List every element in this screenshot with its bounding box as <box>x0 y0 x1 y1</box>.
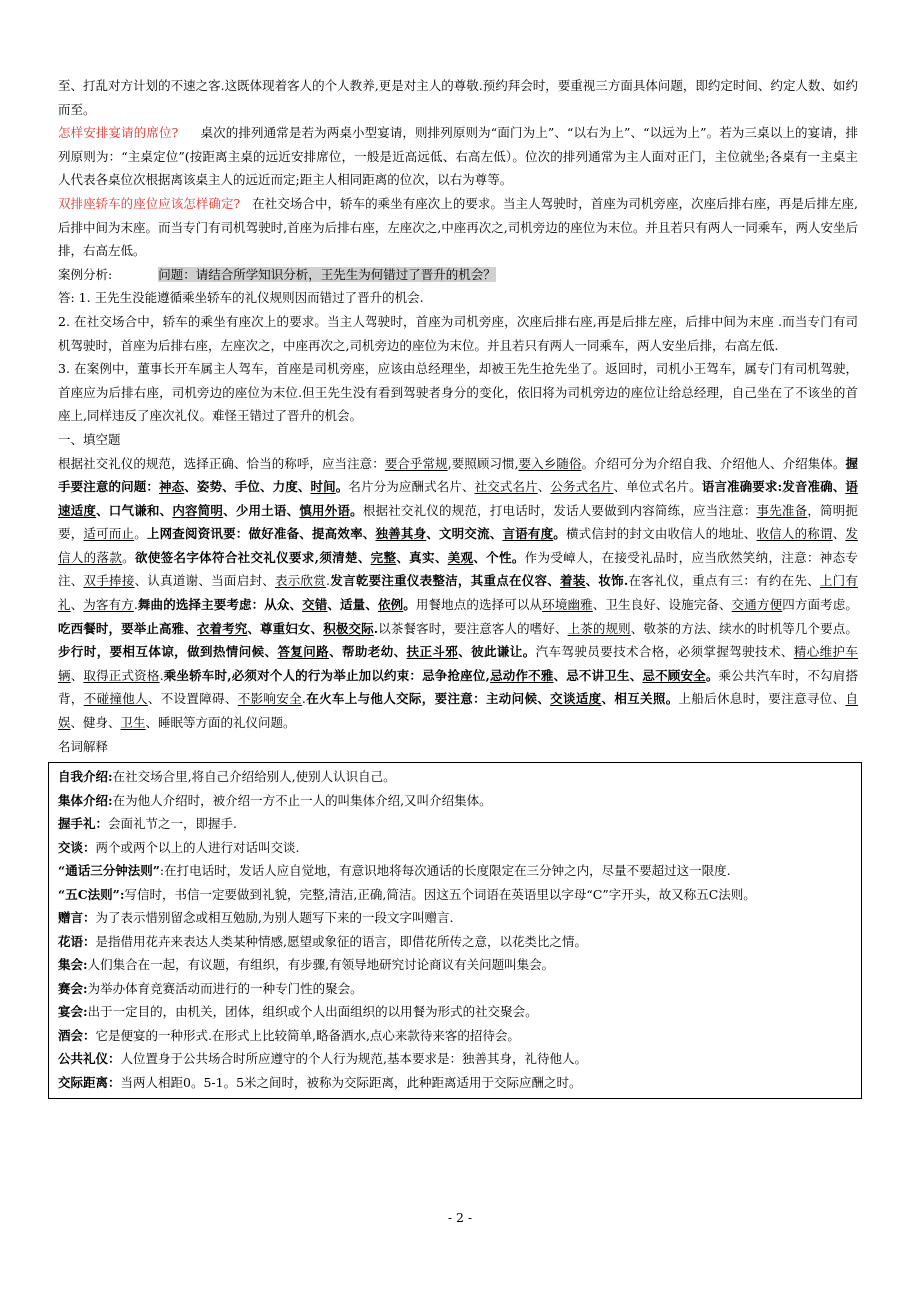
term-name: 握手礼： <box>58 816 109 832</box>
term-definition <box>58 977 852 1001</box>
case-question: 问题：请结合所学知识分析，王先生为何错过了晋升的机会？ <box>158 266 496 282</box>
fill-run: 、少用土语、 <box>223 502 300 518</box>
seating-answer: 桌次的排列通常是若为两桌小型宴请，则排列原则为“面门为上”、“以右为上”、“以远为上”。若为三桌以上的宴请，排列原则为：“主桌定位”(按距离主桌的远近安排席位，一般是近高远低、右高左低）。位次的排列通常为主人面对正门，主位就坐;各桌有一主桌主人代表各桌位次根据离该桌主人的远近而定;距主人相同距离的位次，以右为尊等。 <box>58 125 858 188</box>
term-name: 自我介绍: <box>58 769 113 785</box>
fill-run: . <box>326 573 331 589</box>
fill-run: 社交式名片 <box>474 479 538 495</box>
fill-run: 、 <box>70 667 84 683</box>
fill-run: 上茶的规则 <box>567 620 631 636</box>
seating-paragraph <box>58 121 858 192</box>
term-text: 在社交场合里,将自己介绍给别人,使别人认识自己。 <box>112 769 396 785</box>
car-answer: 在社交场合中，轿车的乘坐有座次上的要求。当主人驾驶时，首座为司机旁座，次座后排右座，再是后排左座,后排中间为末座。而当专门有司机驾驶时,首座为后排右座，左座次之,中座再次之,司机旁边的座位为末位。并且若只有两人一同乘车，两人安坐后排，右高左低。 <box>58 195 858 259</box>
fill-run: 步行时，要相互体谅，做到热情问候、 <box>58 644 278 660</box>
fill-run: . <box>301 691 306 707</box>
fill-run: 交错 <box>302 597 328 613</box>
term-name: 交际距离： <box>58 1074 121 1090</box>
fill-run: 。 <box>705 667 719 683</box>
term-name: “通话三分钟法则” <box>58 863 160 879</box>
term-text: 它是便宴的一种形式.在形式上比较简单,略备酒水,点心来款待来客的招待会。 <box>95 1027 520 1043</box>
fill-run: 忌不顾安全 <box>642 667 706 683</box>
fill-paragraph <box>58 452 858 735</box>
fill-run: 以茶餐客时，要注意客人的嗜好、 <box>378 620 568 636</box>
term-name: 酒会： <box>58 1027 96 1043</box>
case-label: 案例分析: <box>58 266 113 282</box>
fill-run: 、姿势、手位、力度、 <box>184 479 311 495</box>
fill-run: 独善其身 <box>375 526 427 542</box>
intro-paragraph: 至、打乱对方计划的不速之客.这既体现着客人的个人教养,更是对主人的尊敬.预约拜会时，要重视三方面具体问题，即约定时间、约定人数、如约而至。 <box>58 78 858 117</box>
fill-run: 。介绍可分为介绍自我、介绍他人、介绍集体。 <box>581 455 846 471</box>
term-definition <box>58 859 852 883</box>
fill-run: 、单位式名片。 <box>613 479 702 495</box>
fill-run: 用餐地点的选择可以从 <box>415 597 543 613</box>
fill-run: 公务式名片 <box>550 479 614 495</box>
fill-run: . <box>133 597 138 613</box>
fill-run: 积极交际 <box>323 620 374 636</box>
fill-run: 、 <box>70 597 84 613</box>
term-text: 是指借用花卉来表达人类某种情感,愿望或象征的语言，即借花所传之意，以花类比之情。 <box>95 933 587 949</box>
fill-run: 扶正斗邪 <box>406 644 459 660</box>
fill-run: 、敬茶的方法、续水的时机等几个要点。 <box>630 620 858 636</box>
fill-run: 忌动作不雅 <box>489 667 554 683</box>
term-definition <box>58 1071 852 1095</box>
fill-run: ，简明扼要， <box>58 502 858 542</box>
term-text: 出于一定目的，由机关，团体，组织或个人出面组织的以用餐为形式的社交聚会。 <box>87 1004 538 1020</box>
fill-run: 在客礼仪，重点有三：有约在先、 <box>628 573 820 589</box>
fill-run: 着装 <box>560 573 586 589</box>
fill-run: 握手要注意的问题： <box>58 455 858 495</box>
fill-run: 收信人的称谓 <box>756 526 833 542</box>
fill-run: 语言准确要求:发音准确、 <box>701 479 846 495</box>
fill-run: 语速适度 <box>58 479 858 518</box>
fill-run: 表示欣赏 <box>274 573 327 589</box>
term-name: 花语： <box>58 933 96 949</box>
term-definition <box>58 883 852 907</box>
fill-run: 在火车上与他人交际，要注意：主动问候、 <box>305 691 551 707</box>
fill-run: 、尊重妇女、 <box>247 620 324 636</box>
fill-run: 发信人的落款 <box>58 526 858 565</box>
fill-run: 、健身、 <box>70 715 121 731</box>
case-answer-3: 3. 在案例中，董事长开车属主人驾车，首座是司机旁座，应该由总经理坐，却被王先生抢先坐了。返回时，司机小王驾车，属专门有司机驾驶，首座应为后排右座，司机旁边的座位为末位.但王先生没有看到驾驶者身分的变化，依旧将为司机旁边的座位让给总经理，自己坐在了不该坐的首座上,同样违反了座次礼仪。难怪王错过了晋升的机会。 <box>58 361 858 424</box>
fill-run: 、 <box>537 479 551 495</box>
term-name: 公共礼仪： <box>58 1051 121 1067</box>
term-definition <box>58 1047 852 1071</box>
term-text: 人位置身于公共场合时所应遵守的个人行为规范,基本要求是：独善其身，礼待他人。 <box>120 1051 587 1067</box>
fill-run: 、真实、 <box>396 549 448 565</box>
fill-run: 、 <box>832 526 846 542</box>
terms-heading: 名词解释 <box>58 738 109 754</box>
fill-run: 卫生 <box>120 715 146 731</box>
fill-run: 。 <box>335 479 349 495</box>
fill-run: 根据社交礼仪的规范，选择正确、恰当的称呼，应当注意： <box>58 455 385 471</box>
fill-run: 名片分为应酬式名片、 <box>348 479 475 495</box>
fill-run: 乘公共汽车时，不勾肩搭背， <box>58 667 858 707</box>
fill-run: 衣着考究 <box>196 620 248 636</box>
fill-run: 四方面考虑。 <box>782 597 858 613</box>
page-number: - 2 - <box>447 1210 473 1225</box>
term-text: 当两人相距0。5-1。5米之间时，被称为交际距离，此种距离适用于交际应酬之时。 <box>120 1074 582 1090</box>
fill-run: . <box>373 620 379 636</box>
fill-run: 适可而止 <box>83 526 135 542</box>
case-header <box>58 263 858 287</box>
fill-run: 。 <box>350 502 363 518</box>
term-name: “五C法则”: <box>58 886 125 902</box>
terms-box <box>48 762 862 1099</box>
case-answer-1: 答: 1. 王先生没能遵循乘坐轿车的礼仪规则因而错过了晋升的机会. <box>58 290 424 306</box>
fill-run: 欲使签名字体符合社交礼仪要求,须清楚、 <box>135 549 371 565</box>
fill-run: 舞曲的选择主要考虑：从众、 <box>137 597 303 613</box>
car-paragraph <box>58 192 858 263</box>
document-page <box>58 74 858 1099</box>
fill-run: 。 <box>122 549 135 565</box>
term-definition <box>58 1024 852 1048</box>
fill-run: 、忌不讲卫生、 <box>553 667 643 683</box>
fill-run: 、文明交流、 <box>426 526 503 542</box>
term-text: 两个或两个以上的人进行对话叫交谈. <box>95 839 300 855</box>
fill-run: 交通方便 <box>731 597 783 613</box>
term-name: 宴会: <box>58 1004 88 1020</box>
fill-run: 、睡眠等方面的礼仪问题。 <box>145 715 296 731</box>
fill-run: 要合乎常规 <box>384 455 448 471</box>
fill-run: 、口气谦和、 <box>96 502 173 518</box>
seating-question: 怎样安排宴请的席位? <box>58 125 179 141</box>
fill-run: 。 <box>403 597 416 613</box>
fill-run: 取得正式资格 <box>83 667 160 683</box>
fill-run: 、认真道谢、当面启封、 <box>134 573 275 589</box>
fill-run: 环境幽雅 <box>542 597 593 613</box>
fill-heading: 一、填空题 <box>58 431 121 447</box>
term-definition <box>58 906 852 930</box>
fill-run: 不影响安全 <box>237 691 302 707</box>
fill-run: 。 <box>553 526 566 542</box>
term-text: 人们集合在一起，有议题，有组织，有步骤,有领导地研究讨论商议有关问题叫集会。 <box>87 957 555 973</box>
fill-run: 内容简明 <box>172 502 224 518</box>
term-text: :在打电话时，发话人应自觉地，有意识地将每次通话的长度限定在三分钟之内，尽量不要超过这一限度. <box>159 863 731 879</box>
term-text: 在为他人介绍时，被介绍一方不止一人的叫集体介绍,又叫介绍集体。 <box>112 792 492 808</box>
fill-run: 答复问路 <box>277 644 330 660</box>
fill-run: 、适量、 <box>327 597 378 613</box>
fill-run: 横式信封的封文由收信人的地址、 <box>565 526 757 542</box>
fill-run: 、帮助老幼、 <box>329 644 407 660</box>
term-name: 赠言： <box>58 910 96 926</box>
term-name: 赛会: <box>58 980 88 996</box>
case-answer-2: 2. 在社交场合中，轿车的乘坐有座次上的要求。当主人驾驶时，首座为司机旁座，次座后排右座,再是后排左座，后排中间为末座 .而当专门有司机驾驶时，首座为后排右座，左座次之，中座再次之,司机旁边的座位为末位。并且若只有两人一同乘车，两人安坐后排，右高左低. <box>58 313 858 353</box>
term-definition <box>58 953 852 977</box>
fill-run: 时间 <box>310 479 336 495</box>
fill-run: 、卫生良好、设施完备、 <box>592 597 732 613</box>
fill-run: 、妆饰. <box>585 573 629 589</box>
car-question: 双排座轿车的座位应该怎样确定? <box>58 195 241 211</box>
fill-run: 、彼此谦让。 <box>458 644 536 660</box>
fill-run: 双手捧接 <box>83 573 135 589</box>
fill-run: 、不设置障碍、 <box>147 691 238 707</box>
fill-run: 上船后休息时，要注意寻位、 <box>678 691 846 707</box>
fill-run: 乘坐轿车时,必须对个人的行为举止加以约束：忌争抢座位, <box>163 667 490 683</box>
fill-run: 不碰撞他人 <box>83 691 148 707</box>
fill-run: 、个性。 <box>473 549 525 565</box>
fill-run: 汽车驾驶员要技术合格，必须掌握驾驶技术、 <box>535 644 794 660</box>
fill-run: 自娱 <box>58 691 858 731</box>
term-text: 为了表示惜别留念或相互勉励,为别人题写下来的一段文字叫赠言. <box>95 910 454 926</box>
term-text: 为举办体育竞赛活动而进行的一种专门性的聚会。 <box>87 980 363 996</box>
term-name: 集体介绍: <box>58 792 113 808</box>
fill-run: 事先准备 <box>756 502 808 518</box>
fill-run: 美观 <box>447 549 474 565</box>
fill-run: 交谈适度 <box>550 691 602 707</box>
fill-run: 言语有度 <box>502 526 554 542</box>
fill-run: 精心维护车辆 <box>58 644 858 683</box>
fill-run: . <box>159 667 164 683</box>
fill-run: 上门有礼 <box>58 573 858 613</box>
term-name: 交谈： <box>58 839 96 855</box>
fill-run: 依例 <box>377 597 404 613</box>
fill-run: 完整 <box>370 549 397 565</box>
fill-run: 吃西餐时，要举止高雅、 <box>58 620 197 636</box>
term-text: 写信时，书信一定要做到礼貌，完整,清洁,正确,简洁。因这五个词语在英语里以字母“C”字开头，故又称五C法则。 <box>124 886 756 902</box>
fill-run: 为客有方 <box>83 597 134 613</box>
fill-run: 根据社交礼仪的规范，打电话时，发话人要做到内容简练，应当注意： <box>362 502 757 518</box>
fill-run: 发言乾要注重仪表整洁，其重点在仪容、 <box>330 573 561 589</box>
fill-run: 要入乡随俗 <box>518 455 582 471</box>
fill-run: 、相互关照。 <box>601 691 679 707</box>
term-definition <box>58 812 852 836</box>
term-definition <box>58 765 852 789</box>
fill-run: ,要照顾习惯, <box>447 455 519 471</box>
term-definition <box>58 1000 852 1024</box>
fill-run: 。 <box>134 526 147 542</box>
term-definition <box>58 836 852 860</box>
term-definition <box>58 789 852 813</box>
term-text: 会面礼节之一，即握手. <box>108 816 237 832</box>
fill-run: 慎用外语 <box>299 502 351 518</box>
fill-run: 上网查阅资讯要：做好准备、提高效率、 <box>146 526 376 542</box>
term-definition <box>58 930 852 954</box>
fill-run: 作为受嶂人，在接受礼品时，应当欣然笑纳，注意：神态专注、 <box>58 549 858 589</box>
fill-run: 神态 <box>158 479 185 495</box>
term-name: 集会: <box>58 957 88 973</box>
